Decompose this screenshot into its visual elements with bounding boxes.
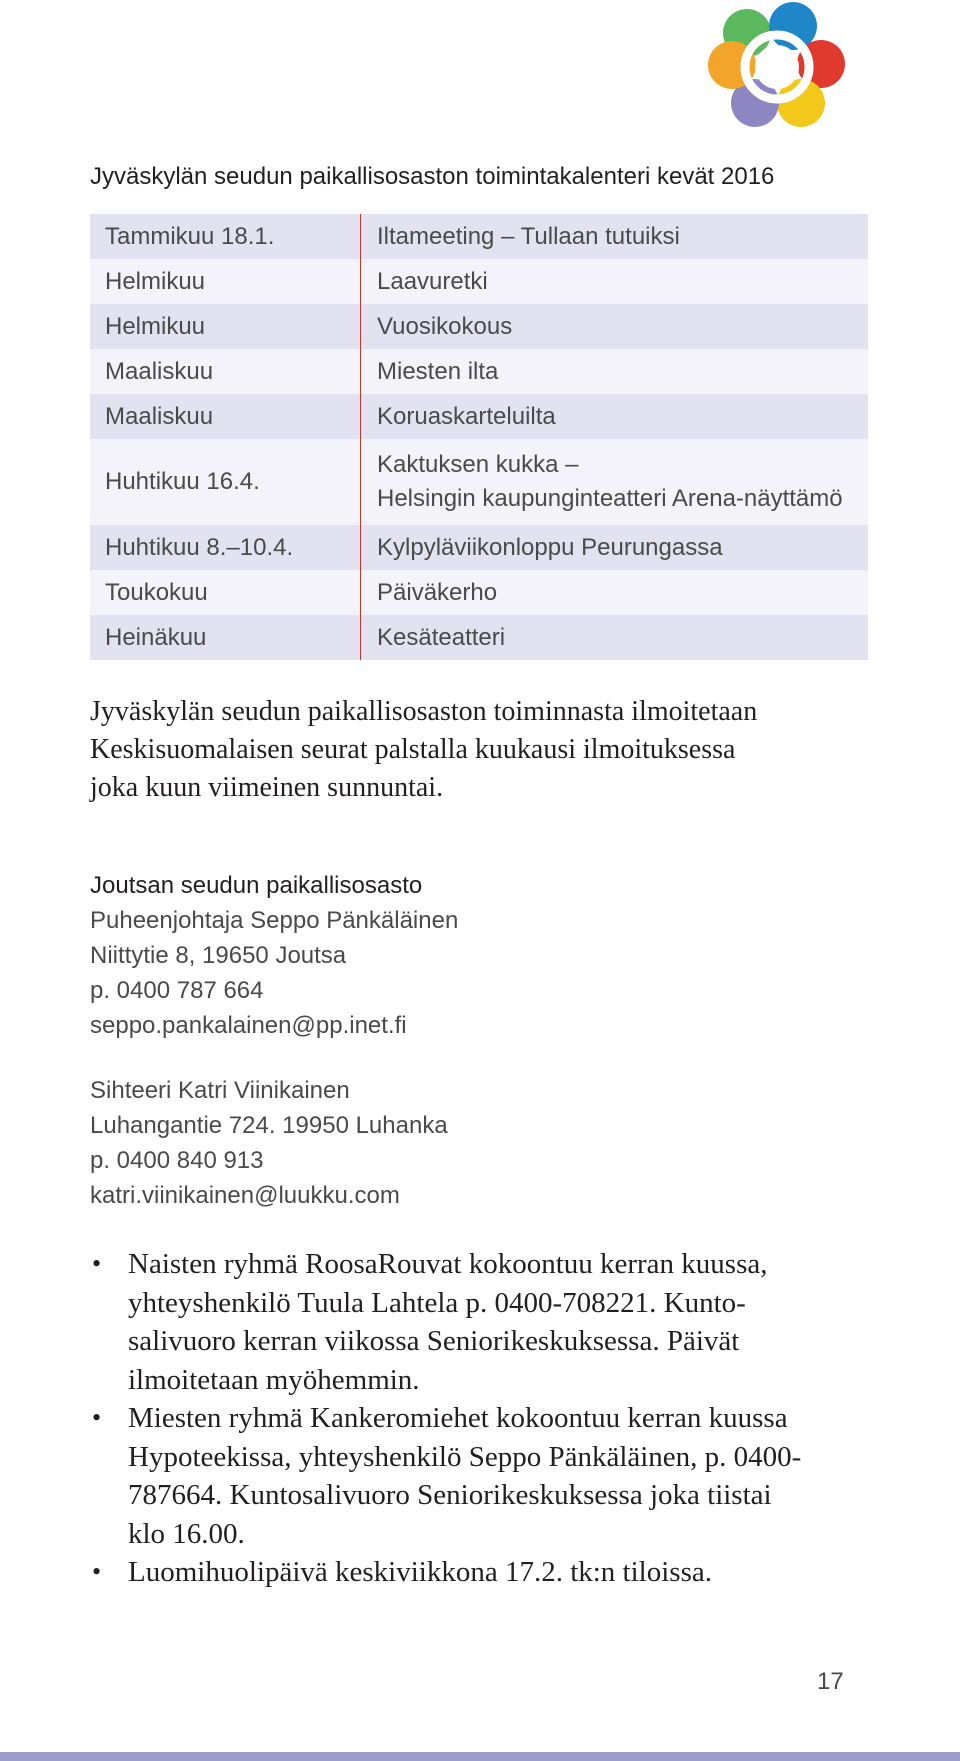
secretary-email: katri.viinikainen@luukku.com (90, 1182, 400, 1209)
calendar-event: Päiväkerho (361, 570, 869, 615)
list-item: • Miesten ryhmä Kankeromiehet kokoontuu kerran kuussa Hypoteekissa, yhteyshenkilö Seppo Pänkäläinen, p. 0400- 787664. Kuntosalivuoro Seniorikeskuksessa joka tiistai klo 16.00. (90, 1399, 890, 1553)
calendar-month: Huhtikuu 8.–10.4. (90, 525, 361, 570)
calendar-row (90, 570, 868, 615)
calendar-event: Iltameeting – Tullaan tutuiksi (361, 214, 869, 259)
calendar-event: Miesten ilta (361, 349, 869, 394)
calendar-month: Maaliskuu (90, 349, 361, 394)
announcement-paragraph: Jyväskylän seudun paikallisosaston toiminnasta ilmoitetaan Keskisuomalaisen seurat palstalla kuukausi ilmoituksessa joka kuun viimeinen sunnuntai. (90, 696, 758, 803)
calendar-event: Kaktuksen kukka – Helsingin kaupunginteatteri Arena-näyttämö (361, 439, 869, 525)
calendar-row (90, 214, 868, 259)
calendar-row (90, 615, 868, 660)
bullet-icon: • (92, 1403, 102, 1432)
calendar-month: Maaliskuu (90, 394, 361, 439)
secretary-address: Luhangantie 724. 19950 Luhanka (90, 1112, 448, 1139)
calendar-month: Helmikuu (90, 259, 361, 304)
bottom-color-bar (0, 1752, 960, 1761)
calendar-row (90, 439, 868, 525)
secretary-name: Sihteeri Katri Viinikainen (90, 1077, 350, 1104)
calendar-month: Heinäkuu (90, 615, 361, 660)
chairperson-phone: p. 0400 787 664 (90, 977, 264, 1004)
secretary-contact-block (90, 1073, 790, 1213)
calendar-row (90, 349, 868, 394)
calendar-month: Helmikuu (90, 304, 361, 349)
calendar-event: Kylpyläviikonloppu Peurungassa (361, 525, 869, 570)
calendar-month: Huhtikuu 16.4. (90, 439, 361, 525)
list-item: • Naisten ryhmä RoosaRouvat kokoontuu kerran kuussa, yhteyshenkilö Tuula Lahtela p. 0400-708221. Kunto- salivuoro kerran viikossa Seniorikeskuksessa. Päivät ilmoitetaan myöhemmin. (90, 1245, 890, 1399)
calendar-row (90, 304, 868, 349)
chairperson-email: seppo.pankalainen@pp.inet.fi (90, 1012, 407, 1039)
calendar-row (90, 394, 868, 439)
calendar-month: Tammikuu 18.1. (90, 214, 361, 259)
group-info-list (90, 1245, 890, 1592)
calendar-row (90, 259, 868, 304)
organization-logo (700, 0, 850, 130)
page-number: 17 (817, 1668, 844, 1695)
calendar-event: Koruaskarteluilta (361, 394, 869, 439)
calendar-month: Toukokuu (90, 570, 361, 615)
page-title: Jyväskylän seudun paikallisosaston toimintakalenteri kevät 2016 (90, 163, 775, 190)
calendar-event: Vuosikokous (361, 304, 869, 349)
section-heading: Joutsan seudun paikallisosasto (90, 872, 423, 899)
secretary-phone: p. 0400 840 913 (90, 1147, 264, 1174)
logo-center (755, 45, 799, 89)
activity-calendar-table (90, 214, 868, 660)
calendar-row (90, 525, 868, 570)
calendar-event: Laavuretki (361, 259, 869, 304)
bullet-icon: • (92, 1557, 102, 1586)
bullet-icon: • (92, 1249, 102, 1278)
calendar-event: Kesäteatteri (361, 615, 869, 660)
joutsa-contact-block (90, 868, 790, 1043)
chairperson-name: Puheenjohtaja Seppo Pänkäläinen (90, 907, 459, 934)
chairperson-address: Niittytie 8, 19650 Joutsa (90, 942, 347, 969)
list-item: • Luomihuolipäivä keskiviikkona 17.2. tk:n tiloissa. (90, 1553, 890, 1592)
